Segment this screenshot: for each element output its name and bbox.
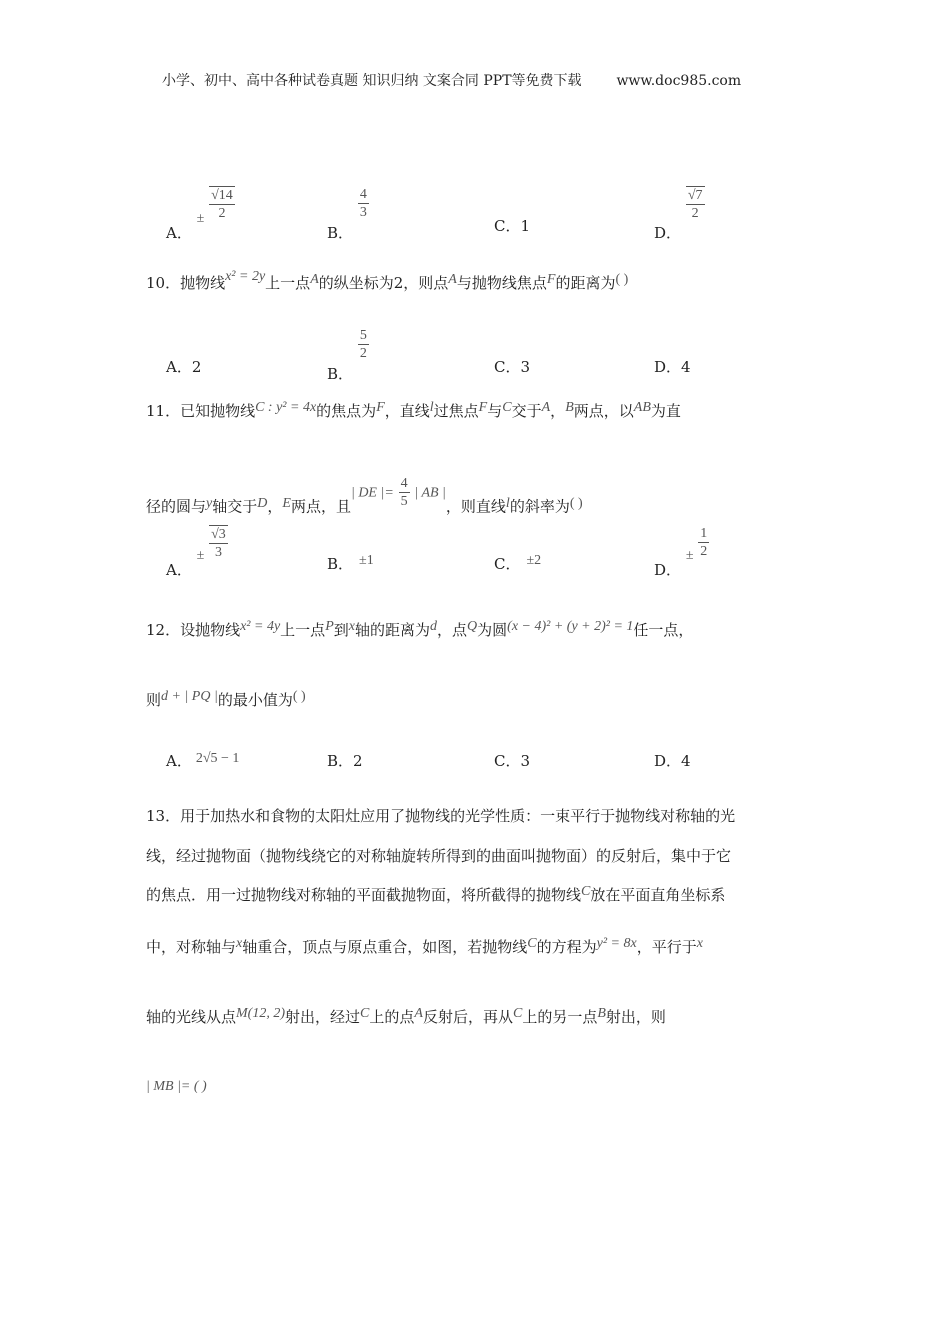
q10-stem: 10．抛物线x² = 2y上一点A的纵坐标为2，则点A与抛物线焦点F的距离为( ) bbox=[146, 269, 629, 292]
q13-stem-line4: 中，对称轴与x轴重合，顶点与原点重合，如图，若抛物线C的方程为y² = 8x，平行于x bbox=[146, 936, 703, 956]
q11-stem-line1: 11．已知抛物线C : y² = 4x的焦点为F，直线l过焦点F与C交于A，B两点，以AB为直 bbox=[146, 400, 681, 420]
header-text: 小学、初中、高中各种试卷真题 知识归纳 文案合同 PPT等免费下载 bbox=[162, 73, 582, 89]
q10-option-d: D．4 bbox=[654, 358, 691, 376]
q13-stem-line1: 13．用于加热水和食物的太阳灶应用了抛物线的光学性质：一束平行于抛物线对称轴的光 bbox=[146, 807, 736, 825]
q9-option-b: B． $\frac{4}{3}$ bbox=[327, 187, 367, 242]
q13-answer-blank: | MB |= ( ) bbox=[146, 1079, 207, 1094]
q11-option-b: B． ±1 bbox=[327, 553, 374, 573]
q9-option-a: A． ± $\frac{√14}{2}$ bbox=[166, 188, 233, 242]
q9-option-c: C．1 bbox=[494, 217, 531, 235]
q12-option-a: A． 2√5 − 1 bbox=[166, 751, 240, 770]
q12-option-c: C．3 bbox=[494, 752, 531, 770]
q10-option-b: B． $\frac{5}{2}$ bbox=[327, 328, 367, 383]
q11-option-d: D． ± $\frac{1}{2}$ bbox=[654, 526, 708, 579]
q12-option-b: B．2 bbox=[327, 752, 363, 770]
q13-stem-line5: 轴的光线从点M(12, 2)射出，经过C上的点A反射后，再从C上的另一点B射出，则 bbox=[146, 1006, 666, 1026]
q10-option-c: C．3 bbox=[494, 358, 531, 376]
q12-option-d: D．4 bbox=[654, 752, 691, 770]
page-header bbox=[162, 70, 741, 90]
q11-option-a: A． ± $\frac{√3}{3}$ bbox=[166, 527, 226, 579]
q9-option-d: D． $\frac{√7}{2}$ bbox=[654, 188, 703, 242]
q12-stem-line1: 12．设抛物线x² = 4y上一点P到x轴的距离为d，点Q为圆(x − 4)² + (y + 2)² = 1任一点， bbox=[146, 619, 694, 639]
q13-stem-line2: 线，经过抛物面（抛物线绕它的对称轴旋转所得到的曲面叫抛物面）的反射后，集中于它 bbox=[146, 847, 732, 865]
header-url: www.doc985.com bbox=[616, 73, 742, 89]
q11-stem-line2: 径的圆与y轴交于D，E两点，且| DE |= $\frac{4}{5}$ | AB |，则直线l的斜率为( ) bbox=[146, 476, 583, 516]
q12-stem-line2: 则d + | PQ |的最小值为( ) bbox=[146, 689, 306, 709]
q13-stem-line3: 的焦点．用一过抛物线对称轴的平面截抛物面，将所截得的抛物线C放在平面直角坐标系 bbox=[146, 884, 726, 904]
q11-option-c: C． ±2 bbox=[494, 553, 542, 573]
q10-option-a: A．2 bbox=[166, 358, 202, 376]
